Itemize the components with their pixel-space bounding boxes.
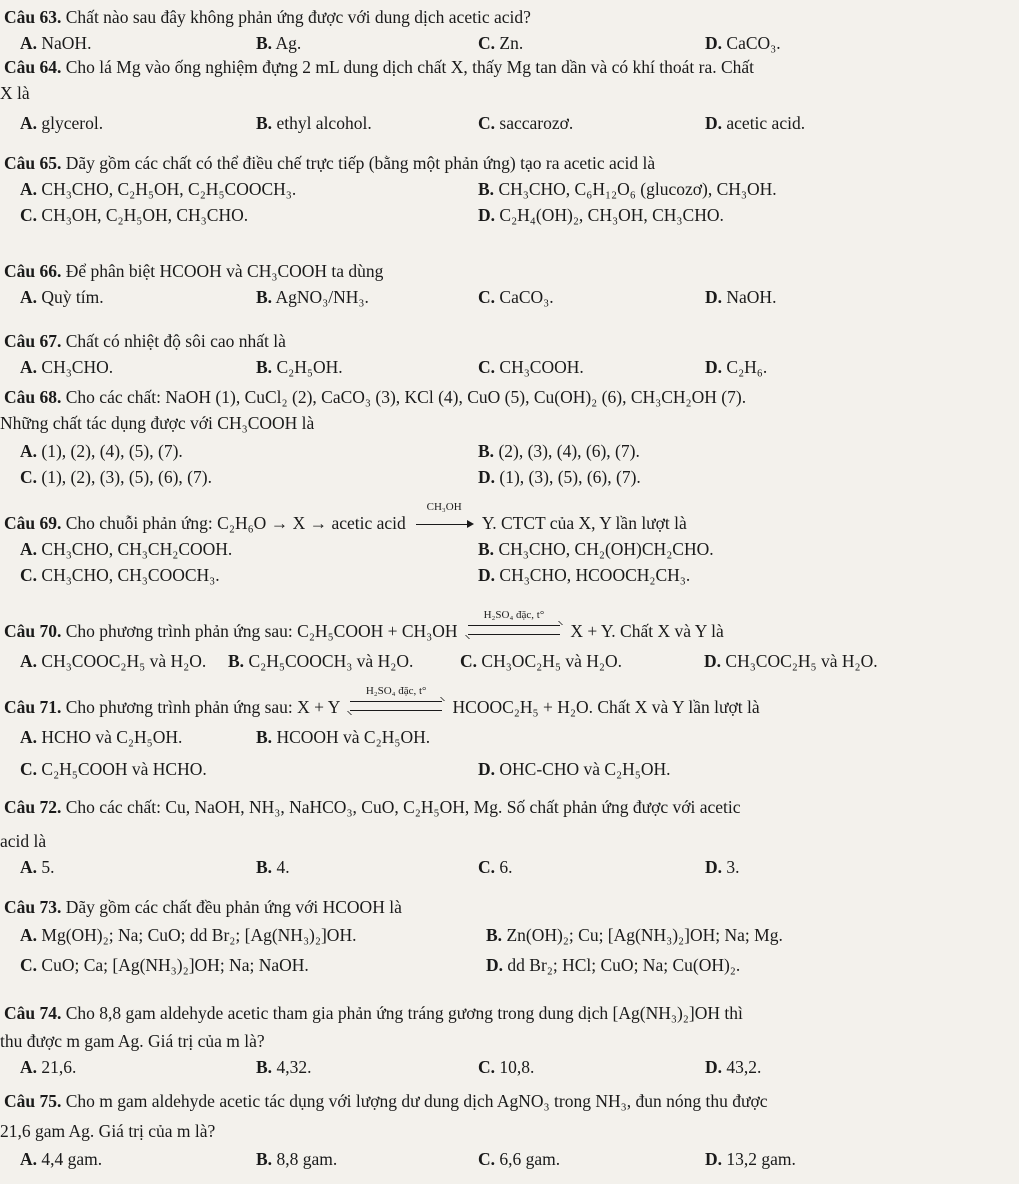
arrow-label: H₂SO₄ đặc, t° <box>483 609 545 621</box>
question-text: Dãy gồm các chất đều phản ứng với HCOOH là <box>61 897 402 917</box>
question-65: Câu 65. Dãy gồm các chất có thể điều chế trực tiếp (bằng một phản ứng) tạo ra acetic acid là A. CH₃CHO, C₂H₅OH, C₂H₅COOCH₃. B. CH₃CHO, C₆H₁₂O₆ (glucozơ), CH₃OH. C. CH₃OH, C₂H₅OH, CH₃CHO. D. C₂H₄(OH)₂, CH₃OH, CH₃CHO. <box>4 153 777 225</box>
question-number: Câu 67. <box>4 331 62 351</box>
arrow-label: CH₃OH <box>426 501 462 513</box>
question-74: Câu 74. Cho 8,8 gam aldehyde acetic tham gia phản ứng tráng gương trong dung dịch [Ag(NH₃)₂]OH thì thu được m gam Ag. Giá trị của m là? A. 21,6. B. 4,32. C. 10,8. D. 43,2. <box>0 1003 762 1077</box>
question-71: Câu 71. Cho phương trình phản ứng sau: X + Y H₂SO₄ đặc, t° HCOOC₂H₅ + H₂O. Chất X và Y lần lượt là A. HCHO và C₂H₅OH. B. HCOOH và C₂H₅OH. C. C₂H₅COOH và HCHO. D. OHC-CHO và C₂H₅OH. <box>4 685 760 779</box>
question-69: Câu 69. Cho chuỗi phản ứng: C₂H₆O → X → acetic acid CH₃OH Y. CTCT của X, Y lần lượt là A. CH₃CHO, CH₃CH₂COOH. B. CH₃CHO, CH₂(OH)CH₂CHO. C. CH₃CHO, CH₃COOCH₃. D. CH₃CHO, HCOOCH₂CH₃. <box>4 501 714 585</box>
question-text-cont: Những chất tác dụng được với CH₃COOH là <box>0 413 315 433</box>
option-c[interactable]: CH₃OC₂H₅ và H₂O. <box>481 651 622 671</box>
question-text-cont: 21,6 gam Ag. Giá trị của m là? <box>0 1121 216 1141</box>
question-text: Chất nào sau đây không phản ứng được với dung dịch acetic acid? <box>61 7 531 27</box>
option-c[interactable]: CuO; Ca; [Ag(NH₃)₂]OH; Na; NaOH. <box>41 955 309 975</box>
question-number: Câu 66. <box>4 261 62 281</box>
question-number: Câu 74. <box>4 1003 62 1023</box>
question-number: Câu 72. <box>4 797 62 817</box>
option-a[interactable]: CH₃CHO, C₂H₅OH, C₂H₅COOCH₃. <box>41 179 297 199</box>
question-64: Câu 64. Cho lá Mg vào ống nghiệm đựng 2 mL dung dịch chất X, thấy Mg tan dần và có khí thoát ra. Chất X là A. glycerol. B. ethyl alcohol. C. saccarozơ. D. acetic acid. <box>0 57 806 133</box>
question-number: Câu 75. <box>4 1091 62 1111</box>
question-text-cont: thu được m gam Ag. Giá trị của m là? <box>0 1031 265 1051</box>
option-a[interactable]: Quỳ tím. <box>41 287 104 307</box>
question-text: Chất có nhiệt độ sôi cao nhất là <box>61 331 286 351</box>
option-b[interactable]: C₂H₅OH. <box>276 357 343 377</box>
question-text-after: X + Y. Chất X và Y là <box>565 621 724 641</box>
option-a[interactable]: CH₃COOC₂H₅ và H₂O. <box>41 651 207 671</box>
question-text: Cho m gam aldehyde acetic tác dụng với lượng dư dung dịch AgNO₃ trong NH₃, đun nóng thu được <box>61 1091 768 1111</box>
question-63: Câu 63. Chất nào sau đây không phản ứng được với dung dịch acetic acid? A. NaOH. B. Ag. C. Zn. D. CaCO₃. <box>4 7 781 53</box>
question-text: Để phân biệt HCOOH và CH₃COOH ta dùng <box>61 261 384 281</box>
question-text-cont: X là <box>0 83 30 103</box>
equilibrium-arrow <box>344 685 448 720</box>
question-text: Cho các chất: NaOH (1), CuCl₂ (2), CaCO₃ (3), KCl (4), CuO (5), Cu(OH)₂ (6), CH₃CH₂OH (7). <box>61 387 747 407</box>
option-a[interactable]: CH₃CHO. <box>41 357 114 377</box>
option-d[interactable]: 43,2. <box>726 1057 762 1077</box>
option-a[interactable]: NaOH. <box>41 33 92 53</box>
option-a[interactable]: Mg(OH)₂; Na; CuO; dd Br₂; [Ag(NH₃)₂]OH. <box>41 925 357 945</box>
option-b[interactable]: C₂H₅COOCH₃ và H₂O. <box>248 651 414 671</box>
option-d[interactable]: CH₃CHO, HCOOCH₂CH₃. <box>499 565 691 585</box>
option-d[interactable]: C₂H₄(OH)₂, CH₃OH, CH₃CHO. <box>499 205 724 225</box>
question-number: Câu 64. <box>4 57 62 77</box>
option-d[interactable]: 3. <box>726 857 740 877</box>
option-b[interactable]: HCOOH và C₂H₅OH. <box>276 727 431 747</box>
option-b[interactable]: 4,32. <box>276 1057 312 1077</box>
question-number: Câu 73. <box>4 897 62 917</box>
option-c[interactable]: CH₃CHO, CH₃COOCH₃. <box>41 565 220 585</box>
option-a[interactable]: 21,6. <box>41 1057 77 1077</box>
question-text: Cho 8,8 gam aldehyde acetic tham gia phản ứng tráng gương trong dung dịch [Ag(NH₃)₂]OH thì <box>61 1003 743 1023</box>
option-d[interactable]: 13,2 gam. <box>726 1149 796 1169</box>
option-d[interactable]: OHC-CHO và C₂H₅OH. <box>499 759 671 779</box>
option-a[interactable]: 4,4 gam. <box>41 1149 103 1169</box>
question-number: Câu 68. <box>4 387 62 407</box>
option-c[interactable]: 10,8. <box>499 1057 535 1077</box>
option-d[interactable]: acetic acid. <box>726 113 806 133</box>
option-b[interactable]: CH₃CHO, C₆H₁₂O₆ (glucozơ), CH₃OH. <box>498 179 777 199</box>
option-b[interactable]: Zn(OH)₂; Cu; [Ag(NH₃)₂]OH; Na; Mg. <box>506 925 783 945</box>
question-75: Câu 75. Cho m gam aldehyde acetic tác dụng với lượng dư dung dịch AgNO₃ trong NH₃, đun nóng thu được 21,6 gam Ag. Giá trị của m là? A. 4,4 gam. B. 8,8 gam. C. 6,6 gam. D. 13,2 gam. <box>0 1091 796 1169</box>
option-c[interactable]: 6. <box>499 857 513 877</box>
question-67: Câu 67. Chất có nhiệt độ sôi cao nhất là A. CH₃CHO. B. C₂H₅OH. C. CH₃COOH. D. C₂H₆. <box>4 331 768 377</box>
question-number: Câu 69. <box>4 513 62 533</box>
question-number: Câu 70. <box>4 621 62 641</box>
question-number: Câu 65. <box>4 153 62 173</box>
question-66: Câu 66. Để phân biệt HCOOH và CH₃COOH ta dùng A. Quỳ tím. B. AgNO₃/NH₃. C. CaCO₃. D. NaOH. <box>4 261 777 307</box>
option-c[interactable]: 6,6 gam. <box>499 1149 561 1169</box>
option-b[interactable]: AgNO₃/NH₃. <box>275 287 369 307</box>
question-72: Câu 72. Cho các chất: Cu, NaOH, NH₃, NaHCO₃, CuO, C₂H₅OH, Mg. Số chất phản ứng được với acetic acid là A. 5. B. 4. C. 6. D. 3. <box>0 797 741 877</box>
option-a[interactable]: glycerol. <box>41 113 104 133</box>
option-d[interactable]: dd Br₂; HCl; CuO; Na; Cu(OH)₂. <box>507 955 741 975</box>
option-c[interactable]: saccarozơ. <box>499 113 574 133</box>
option-b[interactable]: 8,8 gam. <box>276 1149 338 1169</box>
option-b[interactable]: 4. <box>276 857 290 877</box>
question-text: Cho các chất: Cu, NaOH, NH₃, NaHCO₃, CuO, C₂H₅OH, Mg. Số chất phản ứng được với acetic <box>61 797 741 817</box>
option-d[interactable]: CaCO₃. <box>726 33 781 53</box>
question-text: Cho chuỗi phản ứng: C₂H₆O → X → acetic acid <box>61 513 411 533</box>
option-d[interactable]: CH₃COC₂H₅ và H₂O. <box>725 651 878 671</box>
option-c[interactable]: CH₃COOH. <box>499 357 584 377</box>
question-number: Câu 71. <box>4 697 62 717</box>
question-text: Dãy gồm các chất có thể điều chế trực tiếp (bằng một phản ứng) tạo ra acetic acid là <box>61 153 656 173</box>
option-b[interactable]: CH₃CHO, CH₂(OH)CH₂CHO. <box>498 539 714 559</box>
option-d[interactable]: (1), (3), (5), (6), (7). <box>499 467 641 487</box>
question-text-after: HCOOC₂H₅ + H₂O. Chất X và Y lần lượt là <box>448 697 760 717</box>
option-a[interactable]: HCHO và C₂H₅OH. <box>41 727 183 747</box>
reaction-arrow <box>410 501 478 536</box>
question-70: Câu 70. Cho phương trình phản ứng sau: C₂H₅COOH + CH₃OH H₂SO₄ đặc, t° X + Y. Chất X và Y là A. CH₃COOC₂H₅ và H₂O. B. C₂H₅COOCH₃ và H₂O. C. CH₃OC₂H₅ và H₂O. D. CH₃COC₂H₅ và H₂O. <box>4 609 878 671</box>
option-a[interactable]: CH₃CHO, CH₃CH₂COOH. <box>41 539 233 559</box>
question-68: Câu 68. Cho các chất: NaOH (1), CuCl₂ (2), CaCO₃ (3), KCl (4), CuO (5), Cu(OH)₂ (6), CH₃CH₂OH (7). Những chất tác dụng được với CH₃COOH là A. (1), (2), (4), (5), (7). B. (2), (3), (4), (6), (7). C. (1), (2), (3), (5), (6), (7). D. (1), (3), (5), (6), (7). <box>0 387 747 487</box>
question-number: Câu 63. <box>4 7 62 27</box>
question-text-cont: acid là <box>0 831 47 851</box>
question-text: Cho phương trình phản ứng sau: C₂H₅COOH + CH₃OH <box>61 621 462 641</box>
question-text-after: Y. CTCT của X, Y lần lượt là <box>478 513 687 533</box>
option-c[interactable]: CH₃OH, C₂H₅OH, CH₃CHO. <box>41 205 249 225</box>
option-a[interactable]: 5. <box>41 857 55 877</box>
equilibrium-arrow <box>462 609 566 644</box>
option-b[interactable]: ethyl alcohol. <box>276 113 372 133</box>
question-73: Câu 73. Dãy gồm các chất đều phản ứng với HCOOH là A. Mg(OH)₂; Na; CuO; dd Br₂; [Ag(NH₃)₂]OH. B. Zn(OH)₂; Cu; [Ag(NH₃)₂]OH; Na; Mg. C. CuO; Ca; [Ag(NH₃)₂]OH; Na; NaOH. D. dd Br₂; HCl; CuO; Na; Cu(OH)₂. <box>4 897 783 975</box>
option-d[interactable]: NaOH. <box>726 287 777 307</box>
option-c[interactable]: CaCO₃. <box>499 287 554 307</box>
option-b[interactable]: (2), (3), (4), (6), (7). <box>498 441 640 461</box>
option-a[interactable]: (1), (2), (4), (5), (7). <box>41 441 183 461</box>
option-d[interactable]: C₂H₆. <box>726 357 768 377</box>
option-c[interactable]: C₂H₅COOH và HCHO. <box>41 759 207 779</box>
option-c[interactable]: (1), (2), (3), (5), (6), (7). <box>41 467 212 487</box>
option-b[interactable]: Ag. <box>275 33 302 53</box>
option-c[interactable]: Zn. <box>499 33 524 53</box>
arrow-label: H₂SO₄ đặc, t° <box>365 685 427 697</box>
question-text: Cho lá Mg vào ống nghiệm đựng 2 mL dung dịch chất X, thấy Mg tan dần và có khí thoát ra. Chất <box>61 57 755 77</box>
question-text: Cho phương trình phản ứng sau: X + Y <box>61 697 345 717</box>
